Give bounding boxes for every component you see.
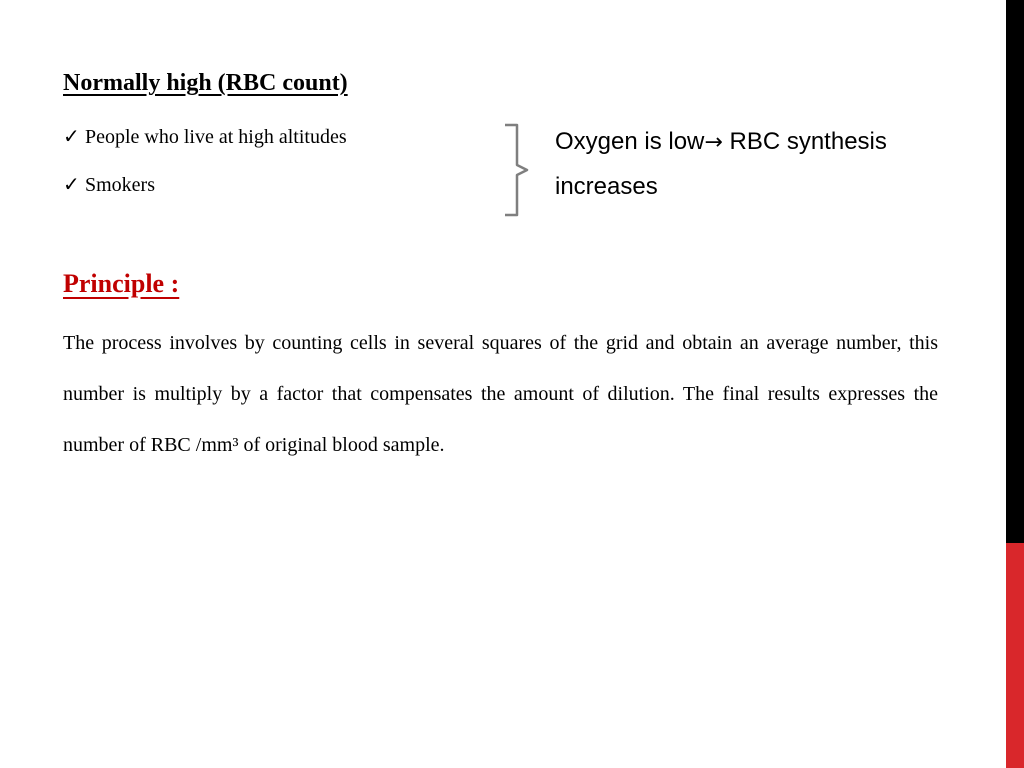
section-heading: Normally high (RBC count): [63, 70, 348, 96]
checkmark-icon: ✓: [63, 172, 80, 196]
arrow-right-icon: →: [704, 130, 723, 155]
note-text-before: Oxygen is low: [555, 128, 705, 155]
side-bar-red: [1006, 543, 1024, 768]
checkmark-icon: ✓: [63, 124, 80, 148]
principle-paragraph: The process involves by counting cells in several squares of the grid and obtain an average number, this number is multiply by a factor that compensates the amount of dilution. The final results expresses the number of RBC /mm³ of original blood sample.: [63, 332, 938, 456]
right-brace-icon: [500, 122, 530, 218]
side-bar-dark: [1006, 0, 1024, 543]
check-list-item-text: People who live at high altitudes: [85, 126, 347, 148]
principle-title: Principle :: [63, 269, 180, 298]
oxygen-note: [555, 120, 955, 209]
check-list-item-text: Smokers: [85, 174, 155, 196]
note-text-after: RBC synthesis increases: [555, 128, 887, 200]
check-list-item: [63, 172, 155, 197]
check-list-item: [63, 124, 347, 149]
